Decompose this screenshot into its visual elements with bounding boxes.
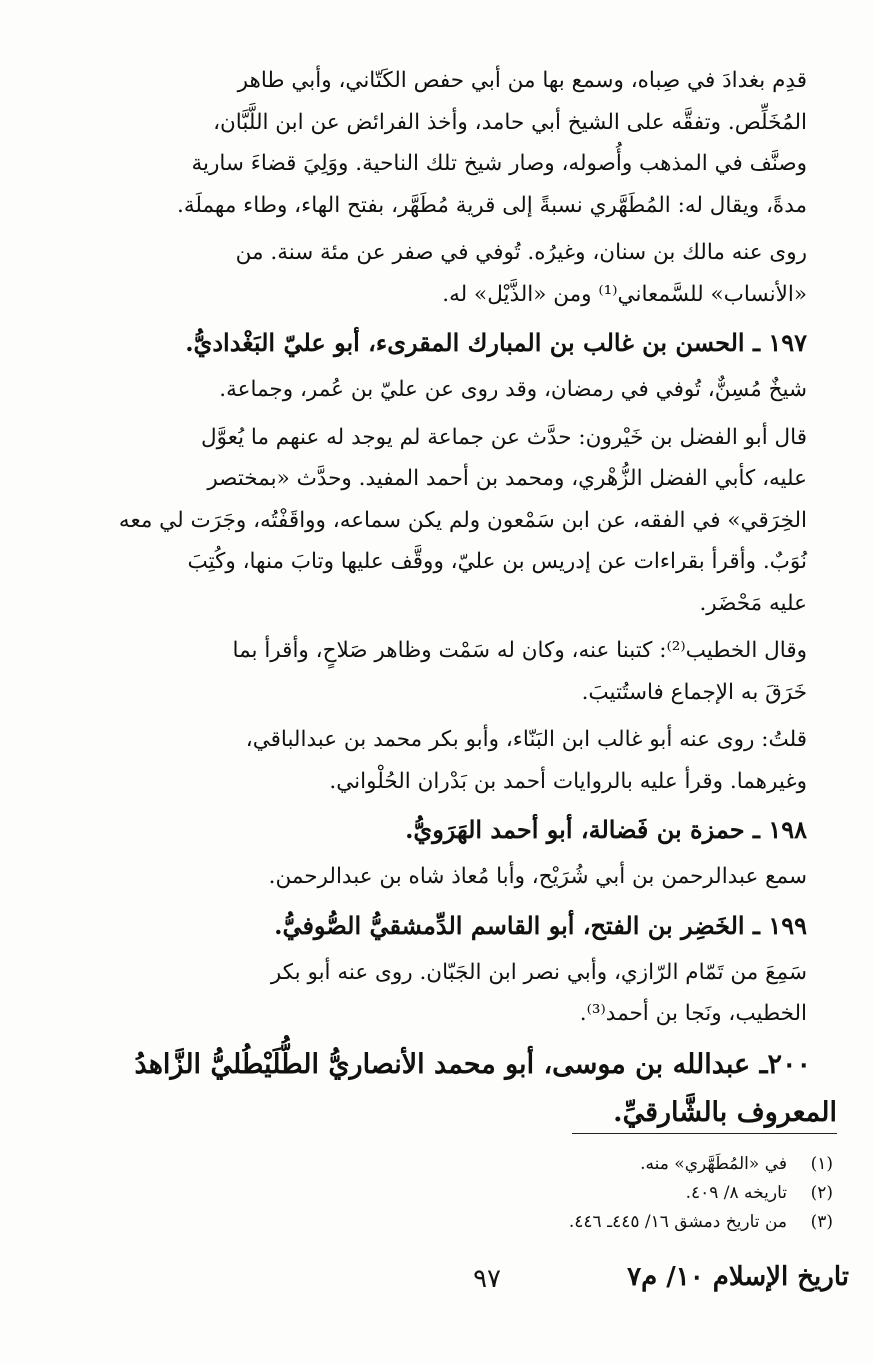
footnote-2 xyxy=(233,1179,833,1208)
entry-heading-200 xyxy=(88,1041,837,1137)
footnote-number: (١) xyxy=(810,1154,833,1174)
entry-heading-199: ١٩٩ ـ الخَضِر بن الفتح، أبو القاسم الدِّمشقيُّ الصُّوفيُّ. xyxy=(274,910,807,940)
paragraph xyxy=(88,232,837,315)
paragraph xyxy=(88,369,837,411)
page-body xyxy=(88,60,837,1141)
text-line: روى عنه مالك بن سنان، وغيرُه. تُوفي في صفر عن مئة سنة. من xyxy=(235,240,807,265)
footnote-divider xyxy=(572,1133,837,1134)
footnote-text: في «المُطَهَّري» منه. xyxy=(640,1154,787,1174)
text-line: المعروف بالشَّارقيِّ. xyxy=(613,1096,837,1128)
footnote-number: (٢) xyxy=(810,1183,833,1203)
footnotes xyxy=(233,1150,833,1237)
text-line: سمع عبدالرحمن بن أبي شُرَيْح، وأبا مُعاذ شاه بن عبدالرحمن. xyxy=(268,864,807,889)
paragraph xyxy=(88,856,837,898)
footnote-text: من تاريخ دمشق ١٦/ ٤٤٥ـ ٤٤٦. xyxy=(568,1212,787,1232)
text-line: وقال الخطيب⁽²⁾: كتبنا عنه، وكان له سَمْت وظاهر صَلاحٍ، وأقرأ بما xyxy=(232,638,807,663)
text-line: عليه، كأبي الفضل الزُّهْري، ومحمد بن أحمد المفيد. وحدَّث «بمختصر xyxy=(207,466,807,491)
page-number: ٩٧ xyxy=(473,1264,501,1294)
footnote-number: (٣) xyxy=(810,1212,833,1232)
text-line: الخِرَقي» في الفقه، عن ابن سَمْعون ولم يكن سماعه، وواقَفْتُه، وجَرَت لي معه xyxy=(118,507,807,533)
entry-heading-197: ١٩٧ ـ الحسن بن غالب بن المبارك المقرىء، أبو عليّ البَغْداديُّ. xyxy=(185,328,807,357)
footnote-3 xyxy=(233,1208,833,1237)
text-line: سَمِعَ من تَمّام الرّازي، وأبي نصر ابن الجَبّان. روى عنه أبو بكر xyxy=(270,959,807,985)
text-line: ٢٠٠ـ عبدالله بن موسى، أبو محمد الأنصاريُّ الطُّلَيْطُليُّ الزَّاهدُ xyxy=(134,1048,811,1080)
footnote-text: تاريخه ٨/ ٤٠٩. xyxy=(685,1183,787,1203)
page-footer xyxy=(0,1262,873,1312)
paragraph xyxy=(88,630,837,713)
footnote-1 xyxy=(233,1150,833,1179)
paragraph xyxy=(88,719,837,802)
text-line: مدةً، ويقال له: المُطَهَّري نسبةً إلى قرية مُطَهَّر، بفتح الهاء، وطاء مهملَة. xyxy=(177,192,807,218)
paragraph xyxy=(88,417,837,625)
text-line: نُوَبٌ. وأقرأ بقراءات عن إدريس بن عليّ، ووقَّف عليها وتابَ منها، وكُتِبَ xyxy=(187,549,807,574)
text-line: «الأنساب» للسَّمعاني⁽¹⁾ ومن «الذَّيْل» له. xyxy=(442,281,807,307)
book-volume-signature: تاريخ الإسلام ١٠/ م٧ xyxy=(627,1262,849,1292)
text-line: وصنَّف في المذهب وأُصوله، وصار شيخ تلك الناحية. ووَلِيَ قضاءَ سارية xyxy=(191,151,807,176)
paragraph xyxy=(88,60,837,226)
entry-heading-198: ١٩٨ ـ حمزة بن فَضالة، أبو أحمد الهَرَويُّ. xyxy=(405,815,807,844)
text-line: المُخَلِّص. وتفقَّه على الشيخ أبي حامد، وأخذ الفرائض عن ابن اللَّبَّان، xyxy=(213,109,807,135)
text-line: قدِم بغدادَ في صِباه، وسمع بها من أبي حفص الكَتّاني، وأبي طاهر xyxy=(237,68,807,93)
text-line: وغيرهما. وقرأ عليه بالروايات أحمد بن بَدْران الحُلْواني. xyxy=(329,768,807,794)
text-line: شيخٌ مُسِنٌّ، تُوفي في رمضان، وقد روى عن عليّ بن عُمر، وجماعة. xyxy=(219,377,807,402)
text-line: قلتُ: روى عنه أبو غالب ابن البَنّاء، وأبو بكر محمد بن عبدالباقي، xyxy=(245,727,807,752)
text-line: قال أبو الفضل بن خَيْرون: حدَّث عن جماعة لم يوجد له عنهم ما يُعوَّل xyxy=(200,424,807,450)
text-line: عليه مَحْضَر. xyxy=(699,590,807,616)
text-line: خَرَقَ به الإجماع فاستُتيبَ. xyxy=(581,679,807,705)
paragraph xyxy=(88,952,837,1035)
text-line: الخطيب، ونَجا بن أحمد⁽³⁾. xyxy=(579,1001,807,1026)
